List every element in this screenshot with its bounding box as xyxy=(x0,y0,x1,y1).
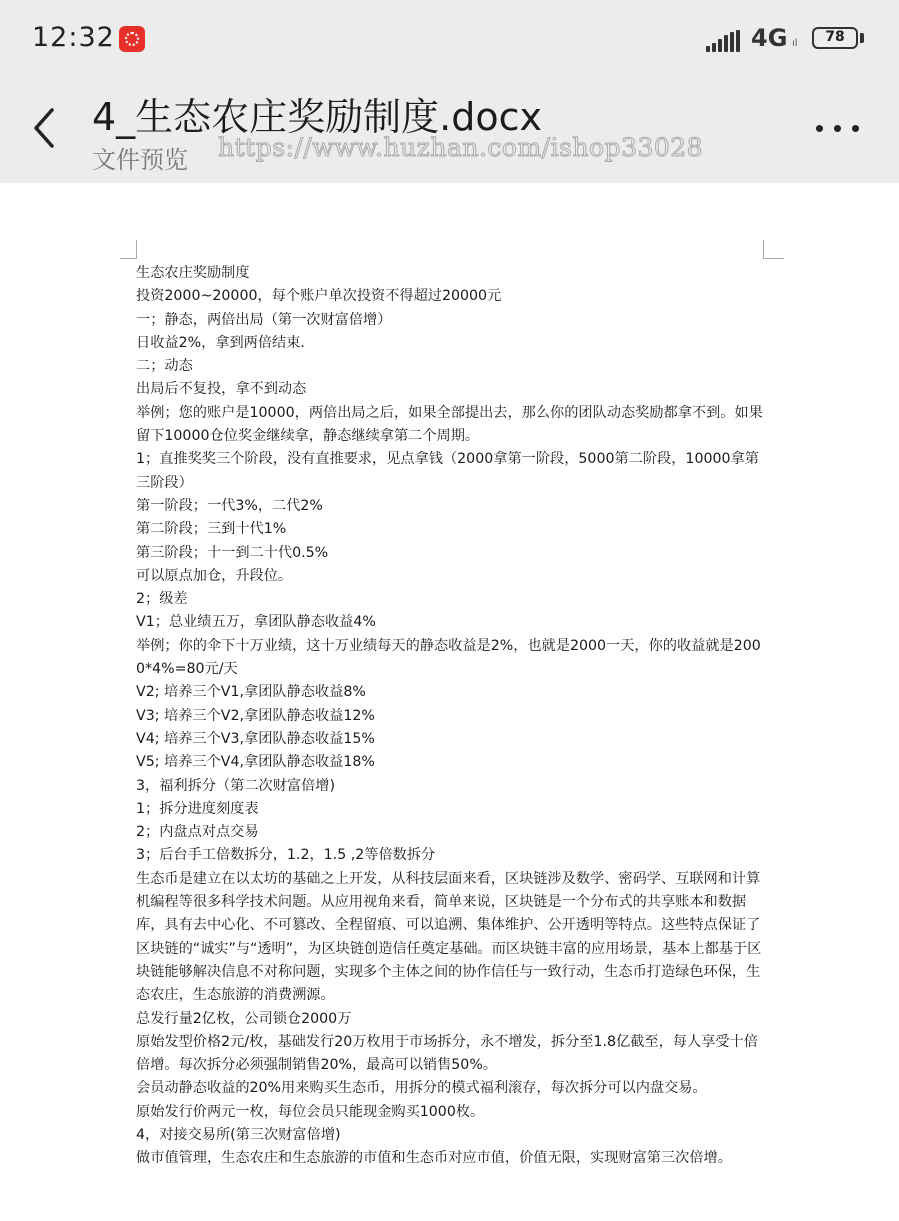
file-preview-label: 文件预览 xyxy=(92,146,188,174)
document-paragraph: 举例；你的伞下十万业绩，这十万业绩每天的静态收益是2%，也就是2000一天，你的收益就是2000*4%=80元/天 xyxy=(136,637,761,678)
document-paragraph: 原始发型价格2元/枚，基础发行20万枚用于市场拆分，永不增发，拆分至1.8亿截至，每人享受十倍倍增。每次拆分必须强制销售20%，最高可以销售50%。 xyxy=(136,1033,758,1074)
document-body xyxy=(136,262,768,1171)
document-paragraph: 3；后台手工倍数拆分，1.2，1.5 ,2等倍数拆分 xyxy=(136,847,436,864)
document-paragraph: 第一阶段；一代3%，二代2% xyxy=(136,497,323,514)
page-margin-mark-right xyxy=(763,240,784,259)
pinduoduo-app-icon xyxy=(119,26,145,52)
battery-tip xyxy=(860,33,864,43)
document-paragraph: 一；静态，两倍出局（第一次财富倍增） xyxy=(136,311,392,328)
document-paragraph: 1；直推奖奖三个阶段，没有直推要求，见点拿钱（2000拿第一阶段，5000第二阶段，10000拿第三阶段） xyxy=(136,451,759,491)
battery-icon xyxy=(812,27,858,49)
document-paragraph: 出局后不复投，拿不到动态 xyxy=(136,381,307,398)
document-paragraph: 第三阶段；十一到二十代0.5% xyxy=(136,544,329,561)
battery-level: 78 xyxy=(825,29,845,45)
file-title: 4_生态农庄奖励制度.docx xyxy=(92,95,543,139)
status-time: 12:32 xyxy=(32,22,115,53)
document-paragraph: 总发行量2亿枚，公司锁仓2000万 xyxy=(136,1010,352,1027)
back-button[interactable] xyxy=(28,104,60,152)
document-paragraph: V4; 培养三个V3,拿团队静态收益15% xyxy=(136,730,375,747)
document-paragraph: 生态币是建立在以太坊的基础之上开发，从科技层面来看，区块链涉及数学、密码学、互联网和计算机编程等很多科学技术问题。从应用视角来看，简单来说，区块链是一个分布式的共享账本和数据库，具有去中心化、不可篡改、全程留痕、可以追溯、集体维护、公开透明等特点。这些特点保证了区块链的“诚实”与“透明”，为区块链创造信任奠定基础。而区块链丰富的应用场景，基本上都基于区块链能够解决信息不对称问题，实现多个主体之间的协作信任与一致行动，生态币打造绿色环保，生态农庄，生态旅游的消费溯源。 xyxy=(136,870,762,1004)
more-options-button[interactable] xyxy=(812,122,860,136)
document-paragraph: 2；级差 xyxy=(136,591,188,608)
top-bar xyxy=(0,0,899,183)
more-dot xyxy=(852,125,859,132)
document-paragraph: 投资2000~20000，每个账户单次投资不得超过20000元 xyxy=(136,288,502,305)
signal-strength-icon xyxy=(706,30,742,52)
document-paragraph: 3，福利拆分（第二次财富倍增) xyxy=(136,777,336,794)
document-paragraph: 日收益2%，拿到两倍结束. xyxy=(136,334,305,351)
document-paragraph: 做市值管理，生态农庄和生态旅游的市值和生态币对应市值，价值无限，实现财富第三次倍增。 xyxy=(136,1150,732,1167)
page-margin-mark-left xyxy=(120,240,137,259)
network-activity-icon: ıl xyxy=(792,38,798,49)
document-paragraph: V3; 培养三个V2,拿团队静态收益12% xyxy=(136,707,375,724)
document-paragraph: 原始发行价两元一枚，每位会员只能现金购买1000枚。 xyxy=(136,1103,485,1120)
document-paragraph: 会员动静态收益的20%用来购买生态币，用拆分的模式福利滚存，每次拆分可以内盘交易。 xyxy=(136,1080,707,1097)
document-paragraph: V2; 培养三个V1,拿团队静态收益8% xyxy=(136,684,366,701)
document-paragraph: 可以原点加仓，升段位。 xyxy=(136,567,293,584)
document-paragraph: 举例；您的账户是10000，两倍出局之后，如果全部提出去，那么你的团队动态奖励都拿不到。如果留下10000仓位奖金继续拿，静态继续拿第二个周期。 xyxy=(136,404,763,445)
watermark-text: https://www.huzhan.com/ishop33028 xyxy=(218,133,704,162)
document-paragraph: V5; 培养三个V4,拿团队静态收益18% xyxy=(136,754,375,771)
more-dot xyxy=(834,125,841,132)
document-paragraph: V1；总业绩五万，拿团队静态收益4% xyxy=(136,614,376,631)
document-paragraph: 二；动态 xyxy=(136,358,193,375)
document-paragraph: 第二阶段；三到十代1% xyxy=(136,521,287,538)
network-type: 4G xyxy=(751,24,788,52)
document-paragraph: 4，对接交易所(第三次财富倍增) xyxy=(136,1126,341,1143)
document-paragraph: 2；内盘点对点交易 xyxy=(136,824,259,841)
document-paragraph: 生态农庄奖励制度 xyxy=(136,265,250,281)
more-horizontal-icon xyxy=(816,125,823,132)
chevron-left-icon xyxy=(28,104,60,152)
document-paragraph: 1；拆分进度刻度表 xyxy=(136,800,259,817)
